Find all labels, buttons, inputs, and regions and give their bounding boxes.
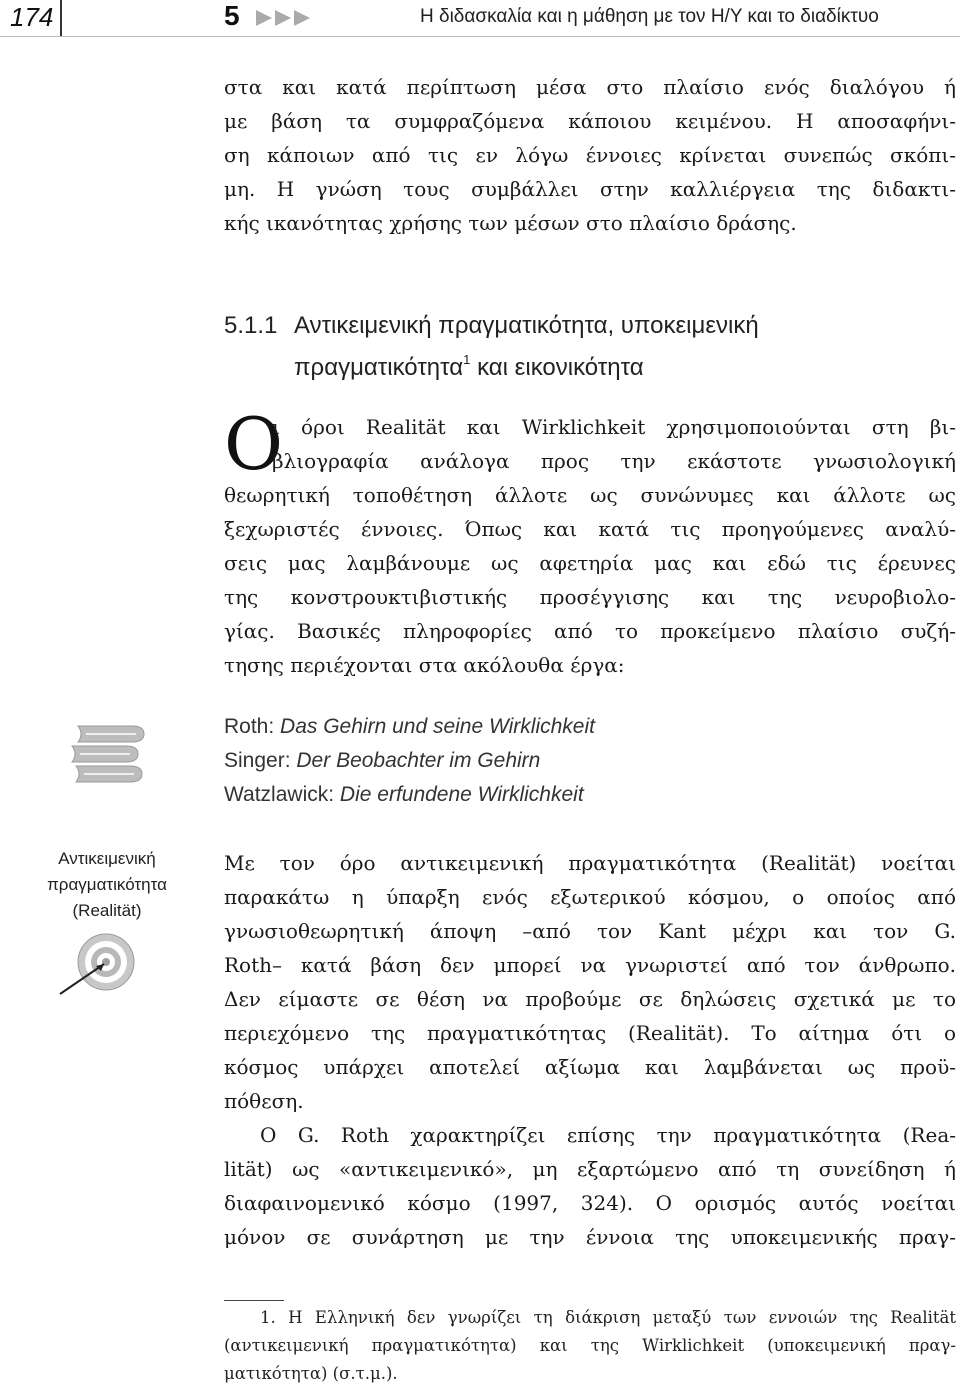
drop-cap: Ο (224, 402, 284, 486)
text-line: πόθεση. (224, 1089, 304, 1113)
text-line: γίας. Βασικές πληροφορίες από το προκείμενο πλαίσιο συζή- (224, 619, 956, 643)
page-number: 174 (10, 2, 54, 32)
footnote-line: (αντικειμενική πραγματικότητα) και της Wirklichkeit (υποκειμενική πραγ- (224, 1336, 956, 1355)
reference-author: Roth: (224, 715, 275, 738)
text-line: διαφαινομενικό κόσμο (1997, 324). Ο ορισμός αυτός νοείται (224, 1191, 956, 1215)
intro-paragraph (224, 70, 956, 240)
paragraph-3 (224, 1118, 956, 1254)
text-line: Με τον όρο αντικειμενική πραγματικότητα (Realität) νοείται (224, 851, 956, 875)
books-icon (68, 722, 148, 789)
reference-item (224, 710, 595, 744)
section-title-line2 (224, 344, 759, 386)
text-line: μόνον σε συνάρτηση με την έννοια της υποκειμενικής πραγ- (224, 1225, 956, 1249)
footnote-line: 1. Η Ελληνική δεν γνωρίζει τη διάκριση μεταξύ των εννοιών της Realität (260, 1308, 956, 1327)
text-line: Ο G. Roth χαρακτηρίζει επίσης την πραγματικότητα (Rea- (260, 1123, 956, 1147)
margin-note (22, 846, 192, 924)
paragraph-1 (224, 402, 956, 682)
text-line: κής ικανότητας χρήσης των μέσων στο πλαίσιο δράσης. (224, 211, 797, 235)
footnote (224, 1304, 956, 1388)
margin-note-line: (Realität) (72, 901, 142, 920)
text-line: της κονστρουκτιβιστικής προσέγγισης και της νευροβιολο- (224, 585, 956, 609)
text-line: κόσμος υπάρχει αποτελεί αξίωμα και λαμβάνεται ως προϋ- (224, 1055, 956, 1079)
section-number: 5.1.1 (224, 312, 278, 339)
text-line: περιεχόμενο της πραγματικότητας (Realität). Το αίτημα ότι ο (224, 1021, 956, 1045)
paragraph-2 (224, 846, 956, 1118)
references-list (224, 710, 595, 812)
reference-author: Watzlawick: (224, 783, 335, 806)
target-icon (56, 932, 166, 1007)
text-line: τησης περιέχονται στα ακόλουθα έργα: (224, 653, 625, 677)
text-line: βλιογραφία ανάλογα προς την εκάστοτε γνωσιολογική (272, 449, 956, 473)
reference-item (224, 744, 595, 778)
text-line: lität) ως «αντικειμενικό», μη εξαρτώμενο από τη συνείδηση ή (224, 1157, 956, 1181)
reference-title: Der Beobachter im Gehirn (296, 749, 541, 772)
text-line: Roth– κατά βάση δεν μπορεί να γνωριστεί από τον άνθρωπο. (224, 953, 956, 977)
text-line: παρακάτω η ύπαρξη ενός εξωτερικού κόσμου, ο οποίος από (224, 885, 956, 909)
text-line: γνωσιοθεωρητική άποψη –από τον Kant μέχρι και τον G. (224, 919, 956, 943)
page-header (0, 0, 960, 36)
section-title-part-a: πραγματικότητα (294, 354, 464, 381)
reference-item (224, 778, 595, 812)
text-line: ι όροι Realität και Wirklichkeit χρησιμοποιούνται στη βι- (272, 415, 956, 439)
footnote-line: ματικότητα) (σ.τ.μ.). (224, 1364, 398, 1383)
header-rule (0, 36, 960, 37)
margin-note-line: Αντικειμενική (58, 849, 156, 868)
header-divider (60, 0, 62, 36)
text-line: στα και κατά περίπτωση μέσα στο πλαίσιο ενός διαλόγου ή (224, 75, 956, 99)
section-heading (224, 308, 759, 386)
text-line: σεις μας λαμβάνουμε ως αφετηρία μας και εδώ τις έρευνες (224, 551, 956, 575)
text-line: θεωρητική τοποθέτηση άλλοτε ως συνώνυμες και άλλοτε ως (224, 483, 956, 507)
arrows-icon (256, 10, 310, 26)
text-line: ξεχωριστές έννοιες. Όπως και κατά τις προηγούμενες αναλύ- (224, 517, 956, 541)
text-line: με βάση τα συμφραζόμενα κάποιου κειμένου. Η αποσαφήνι- (224, 109, 956, 133)
reference-author: Singer: (224, 749, 291, 772)
footnote-rule (224, 1300, 284, 1301)
text-line: ση κάποιων από τις εν λόγω έννοιες κρίνεται συνεπώς σκόπι- (224, 143, 956, 167)
text-line: Δεν είμαστε σε θέση να προβούμε σε δηλώσεις σχετικά με το (224, 987, 956, 1011)
margin-note-line: πραγματικότητα (47, 875, 167, 894)
reference-title: Die erfundene Wirklichkeit (339, 783, 584, 806)
text-line: μη. Η γνώση τους συμβάλλει στην καλλιέργεια της διδακτι- (224, 177, 956, 201)
section-title-part-b: και εικονικότητα (477, 354, 644, 381)
footnote-marker[interactable]: 1 (463, 352, 471, 367)
running-title: Η διδασκαλία και η μάθηση με τον Η/Υ και το διαδίκτυο (420, 6, 879, 27)
reference-title: Das Gehirn und seine Wirklichkeit (280, 715, 595, 738)
chapter-number: 5 (224, 0, 240, 31)
section-title-line1: Αντικειμενική πραγματικότητα, υποκειμενική (294, 312, 759, 339)
